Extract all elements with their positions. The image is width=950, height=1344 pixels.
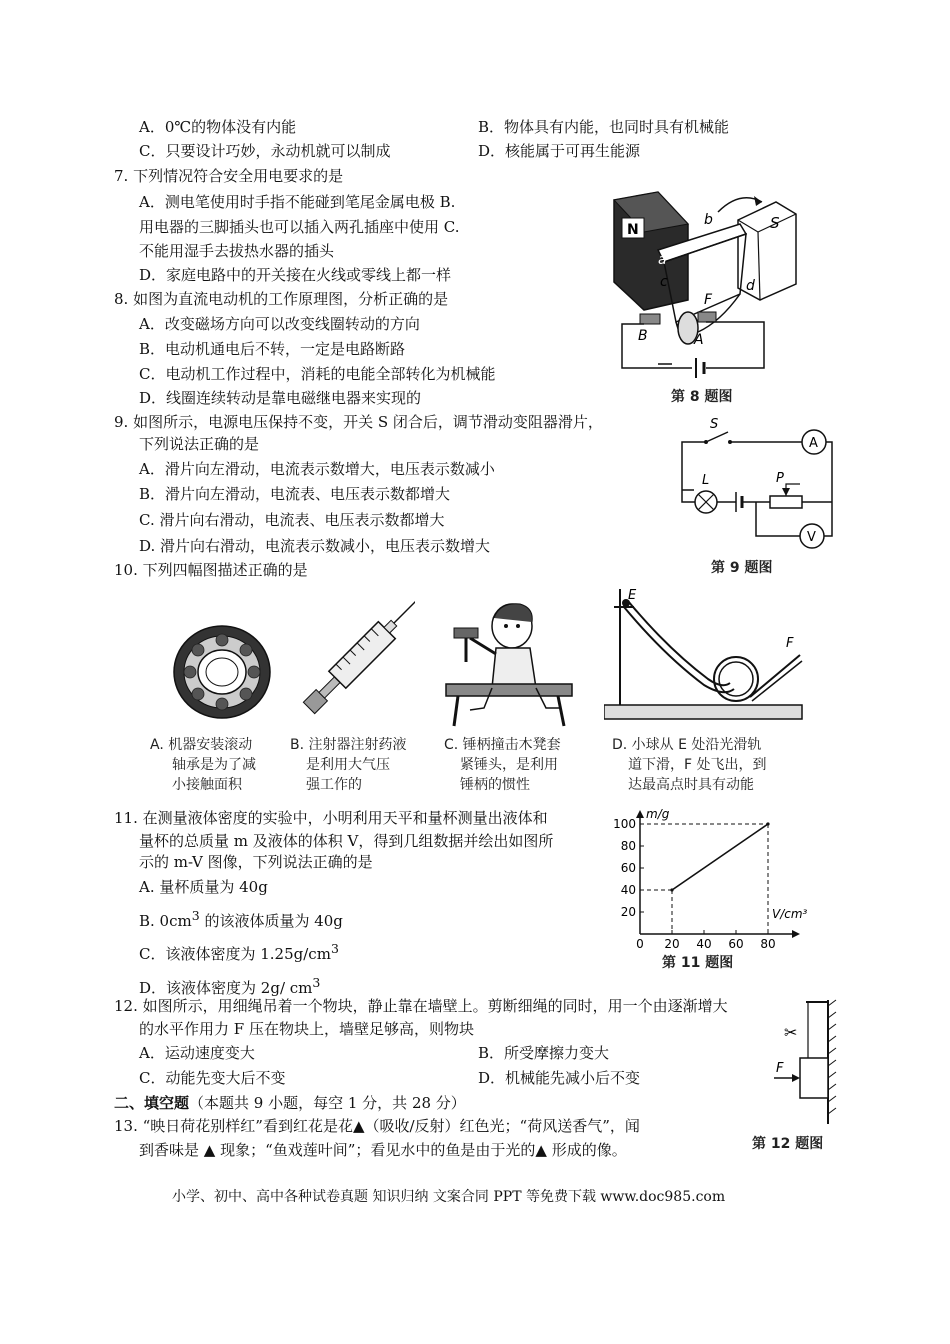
y-tick-label: 80	[620, 839, 636, 853]
q7-line2: 用电器的三脚插头也可以插入两孔插座中使用 C.	[139, 218, 460, 236]
section-2-heading: 二、填空题（本题共 9 小题，每空 1 分，共 28 分）	[114, 1094, 466, 1112]
fig10c-caption: C. 锤柄撞击木凳套 紧锤头，是利用 锤柄的惯性	[444, 737, 561, 793]
q8-stem: 8. 如图为直流电动机的工作原理图，分析正确的是	[114, 290, 449, 308]
q8-option-c: C．电动机工作过程中，消耗的电能全部转化为机械能	[139, 365, 496, 383]
q7-line4: D．家庭电路中的开关接在火线或零线上都一样	[139, 266, 452, 284]
label-b-lower: b	[704, 212, 713, 228]
label-switch: S	[710, 417, 719, 432]
label-n: N	[627, 222, 639, 238]
q11-stem-line2: 量杯的总质量 m 及液体的体积 V，得到几组数据并绘出如图所	[139, 832, 554, 850]
y-tick-label: 20	[620, 905, 636, 919]
q9-option-c: C. 滑片向右滑动，电流表、电压表示数都增大	[139, 511, 445, 529]
fig8-caption: 第 8 题图	[671, 389, 733, 405]
q11-stem-line3: 示的 m-V 图像，下列说法正确的是	[139, 853, 373, 871]
syringe-picture	[295, 600, 415, 725]
switch-s	[706, 432, 728, 442]
q11-option-b: B. $0cm^3$ 的该液体质量为 40g	[139, 908, 343, 930]
hammer-picture	[440, 598, 575, 730]
q12-option-b: B．所受摩擦力变大	[478, 1044, 610, 1062]
circuit-wire-right	[706, 322, 764, 368]
q6-option-a: A．0℃的物体没有内能	[139, 118, 297, 136]
q6-option-d: D．核能属于可再生能源	[478, 142, 641, 160]
q12-option-d: D．机械能先减小后不变	[478, 1069, 641, 1087]
rheostat	[770, 496, 802, 508]
q10-stem: 10. 下列四幅图描述正确的是	[114, 561, 308, 579]
q9-stem-line1: 9. 如图所示，电源电压保持不变，开关 S 闭合后，调节滑动变阻器滑片，	[114, 413, 603, 431]
y-tick-label: 60	[620, 861, 636, 875]
fig10a-caption: A. 机器安装滚动 轴承是为了减 小接触面积	[150, 737, 256, 793]
x-tick-label: 80	[760, 937, 776, 949]
label-force: F	[776, 1061, 784, 1076]
label-c: c	[660, 274, 668, 290]
label-d: d	[746, 278, 755, 294]
scissors-icon: ✂	[784, 1023, 798, 1042]
track-rail-top	[624, 607, 734, 692]
fig12-caption: 第 12 题图	[752, 1136, 824, 1152]
q11-option-a: A. 量杯质量为 40g	[139, 878, 268, 896]
block	[800, 1058, 828, 1098]
x-tick-label: 40	[696, 937, 712, 949]
track-base	[604, 705, 802, 719]
bearing-picture	[170, 622, 275, 722]
data-point	[766, 822, 769, 825]
q12-option-c: C．动能先变大后不变	[139, 1069, 286, 1087]
q9-option-b: B．滑片向左滑动，电流表、电压表示数都增大	[139, 485, 451, 503]
page-footer: 小学、初中、高中各种试卷真题 知识归纳 文案合同 PPT 等免费下载 www.doc985.com	[172, 1189, 726, 1205]
fig10b-caption: B. 注射器注射药液 是利用大气压 强工作的	[290, 737, 407, 793]
m-v-chart	[610, 804, 820, 949]
q12-stem-line2: 的水平作用力 F 压在物块上，墙壁足够高，则物块	[139, 1020, 474, 1038]
label-f-track: F	[786, 636, 794, 651]
label-ammeter: A	[809, 436, 818, 451]
y-tick-label: 100	[613, 817, 636, 831]
q8-option-d: D．线圈连续转动是靠电磁继电器来实现的	[139, 389, 422, 407]
wall-block-diagram	[770, 996, 840, 1130]
x-tick-label: 0	[636, 937, 644, 949]
q13-line2: 到香味是 ▲ 现象；“鱼戏莲叶间”；看见水中的鱼是由于光的▲ 形成的像。	[139, 1141, 627, 1159]
brush-b	[640, 314, 660, 324]
data-point	[670, 888, 673, 891]
y-axis-label: m/g	[646, 807, 670, 821]
motor-diagram	[600, 172, 800, 407]
x-tick-label: 60	[728, 937, 744, 949]
q12-option-a: A．运动速度变大	[139, 1044, 255, 1062]
q13-line1: 13. “映日荷花别样红”看到红花是花▲（吸收/反射）红色光；“荷风送香气”，闻	[114, 1117, 640, 1135]
q12-stem-line1: 12. 如图所示，用细绳吊着一个物块，静止靠在墙壁上。剪断细绳的同时，用一个由逐渐增大	[114, 997, 728, 1015]
label-b-upper: B	[638, 328, 648, 344]
fig11-caption: 第 11 题图	[662, 955, 734, 971]
label-s: S	[770, 214, 780, 232]
label-a-upper: A	[694, 332, 704, 348]
label-voltmeter: V	[807, 530, 816, 545]
label-slider: P	[776, 471, 784, 486]
q9-option-d: D. 滑片向右滑动，电流表示数减小，电压表示数增大	[139, 537, 491, 555]
circuit-diagram	[676, 412, 836, 552]
fig10d-caption: D. 小球从 E 处沿光滑轨 道下滑，F 处飞出，到 达最高点时具有动能	[612, 737, 767, 793]
q7-stem: 7. 下列情况符合安全用电要求的是	[114, 167, 344, 185]
q8-option-b: B．电动机通电后不转，一定是电路断路	[139, 340, 406, 358]
q6-option-c: C．只要设计巧妙，永动机就可以制成	[139, 142, 391, 160]
label-e: E	[628, 588, 637, 603]
label-f: F	[704, 292, 713, 308]
q7-line1: A．测电笔使用时手指不能碰到笔尾金属电极 B.	[139, 193, 456, 211]
q7-line3: 不能用湿手去拔热水器的插头	[139, 242, 335, 260]
x-tick-label: 20	[664, 937, 680, 949]
q11-option-d: D．该液体密度为 2g/ $cm^3$	[139, 975, 321, 997]
brush-f	[698, 312, 716, 322]
q11-option-c: C．该液体密度为 $1.25g/cm^3$	[139, 941, 339, 963]
y-tick-label: 40	[620, 883, 636, 897]
fig9-caption: 第 9 题图	[711, 560, 773, 576]
x-axis-label: V/cm³	[772, 907, 808, 921]
track-picture	[604, 585, 804, 730]
track-loop	[714, 657, 758, 701]
q11-stem-line1: 11. 在测量液体密度的实验中，小明利用天平和量杯测量出液体和	[114, 809, 548, 827]
label-lamp: L	[702, 473, 710, 488]
q6-option-b: B．物体具有内能，也同时具有机械能	[478, 118, 730, 136]
q9-option-a: A．滑片向左滑动，电流表示数增大，电压表示数减小	[139, 460, 495, 478]
q8-option-a: A．改变磁场方向可以改变线圈转动的方向	[139, 315, 420, 333]
q9-stem-line2: 下列说法正确的是	[139, 435, 260, 453]
data-line	[672, 824, 768, 890]
label-a-lower: a	[658, 252, 667, 268]
